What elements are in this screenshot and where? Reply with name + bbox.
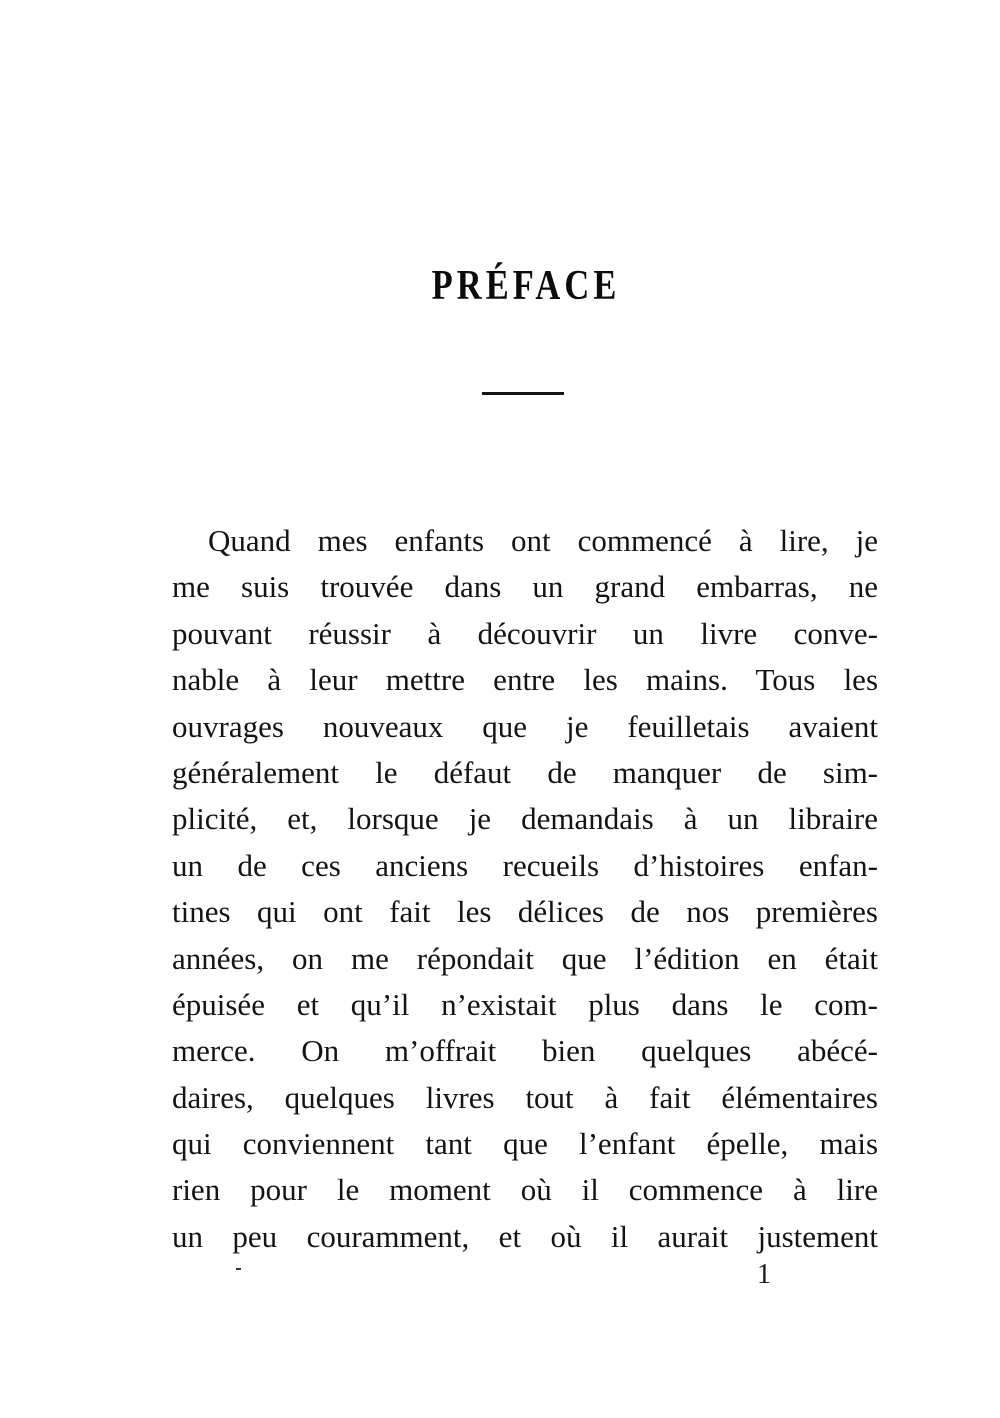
text-line: [172, 982, 878, 1028]
text-line: [172, 1075, 878, 1121]
text-line: [172, 611, 878, 657]
text-line: [172, 1167, 878, 1213]
text-line: [172, 1028, 878, 1074]
chapter-title: PRÉFACE: [431, 263, 621, 309]
text-line: [172, 657, 878, 703]
text-line-content: épuisée et qu’il n’existait plus dans le com-: [172, 986, 878, 1022]
text-line: [172, 889, 878, 935]
text-line-content: tines qui ont fait les délices de nos premières: [172, 894, 878, 930]
text-line-content: un de ces anciens recueils d’histoires enfan-: [172, 847, 878, 883]
text-line-content: années, on me répondait que l’édition en était: [172, 940, 879, 976]
text-line-content: qui conviennent tant que l’enfant épelle, mais: [172, 1126, 879, 1162]
text-line: [172, 750, 878, 796]
text-line-content: généralement le défaut de manquer de sim-: [172, 754, 879, 790]
text-line-content: pouvant réussir à découvrir un livre conve-: [172, 615, 878, 651]
text-line: [172, 518, 878, 564]
text-line: [172, 1121, 878, 1167]
text-line-content: Quand mes enfants ont commencé à lire, je: [208, 523, 879, 558]
text-line: [172, 796, 878, 842]
text-line: [172, 843, 878, 889]
text-line-content: nable à leur mettre entre les mains. Tous les: [172, 662, 879, 698]
text-line: [172, 1214, 878, 1260]
title-divider-rule: [482, 392, 564, 395]
text-line-content: ouvrages nouveaux que je feuilletais avaient: [172, 708, 878, 744]
text-line-content: un peu couramment, et où il aurait justement: [172, 1218, 879, 1254]
text-line: [172, 936, 878, 982]
print-speck: [236, 1268, 241, 1270]
text-line-content: merce. On m’offrait bien quelques abécé-: [172, 1033, 879, 1069]
text-line-content: rien pour le moment où il commence à lire: [172, 1172, 878, 1208]
text-line: [172, 704, 878, 750]
preface-body: [172, 518, 878, 1260]
text-line-content: me suis trouvée dans un grand embarras, ne: [172, 569, 878, 605]
text-line-content: daires, quelques livres tout à fait élémentaires: [172, 1079, 878, 1115]
text-line: [172, 564, 878, 610]
page-number: 1: [757, 1259, 771, 1290]
text-line-content: plicité, et, lorsque je demandais à un libraire: [172, 801, 879, 837]
